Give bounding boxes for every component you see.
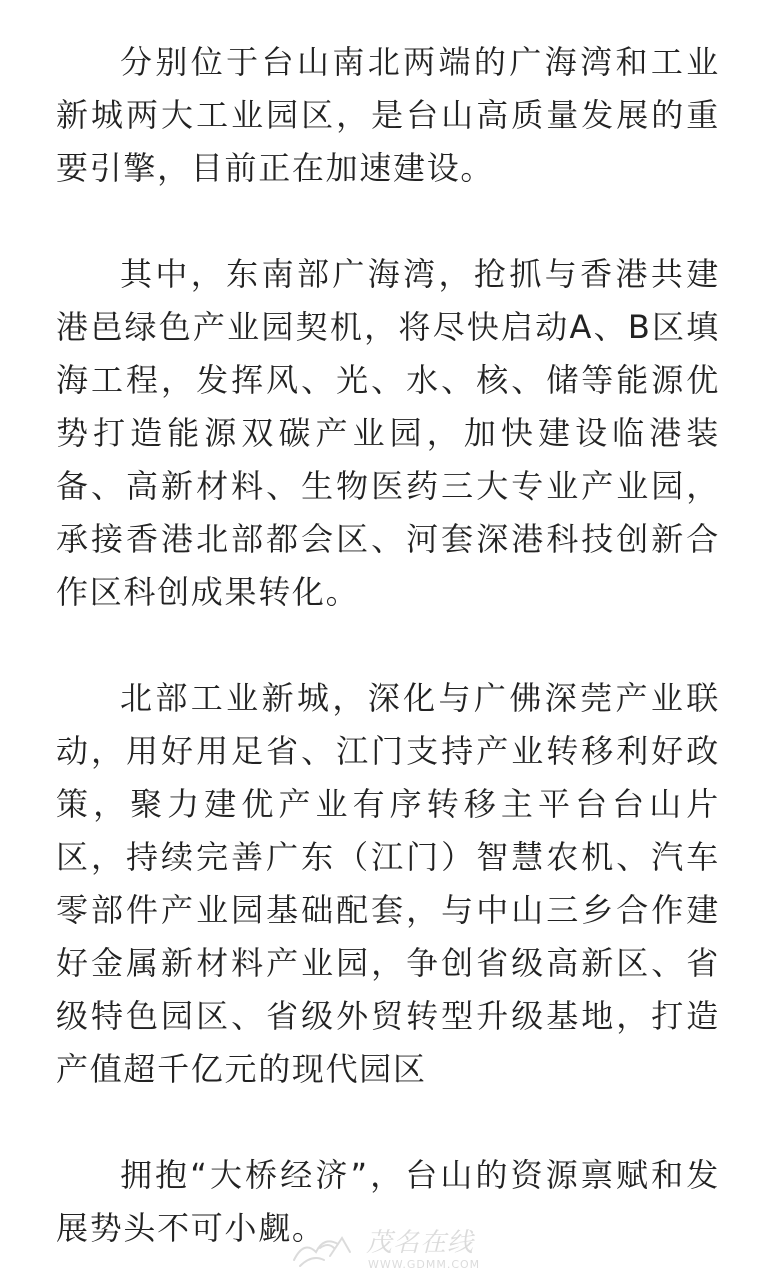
paragraph-2: 其中，东南部广海湾，抢抓与香港共建港邑绿色产业园契机，将尽快启动A、B区填海工程，发挥风、光、水、核、储等能源优势打造能源双碳产业园，加快建设临港装备、高新材料、生物医药三大专业产业园，承接香港北部都会区、河套深港科技创新合作区科创成果转化。	[56, 255, 720, 611]
article-body	[56, 36, 720, 1255]
paragraph-4: 拥抱“大桥经济”，台山的资源禀赋和发展势头不可小觑。	[56, 1156, 720, 1247]
paragraph-3: 北部工业新城，深化与广佛深莞产业联动，用好用足省、江门支持产业转移利好政策，聚力建优产业有序转移主平台台山片区，持续完善广东（江门）智慧农机、汽车零部件产业园基础配套，与中山三乡合作建好金属新材料产业园，争创省级高新区、省级特色园区、省级外贸转型升级基地，打造产值超千亿元的现代园区	[56, 679, 720, 1088]
watermark-url: WWW.GDMM.COM	[368, 1258, 481, 1271]
paragraph-1: 分别位于台山南北两端的广海湾和工业新城两大工业园区，是台山高质量发展的重要引擎，目前正在加速建设。	[56, 43, 720, 187]
watermark-brand: 茂名在线	[366, 1228, 475, 1258]
